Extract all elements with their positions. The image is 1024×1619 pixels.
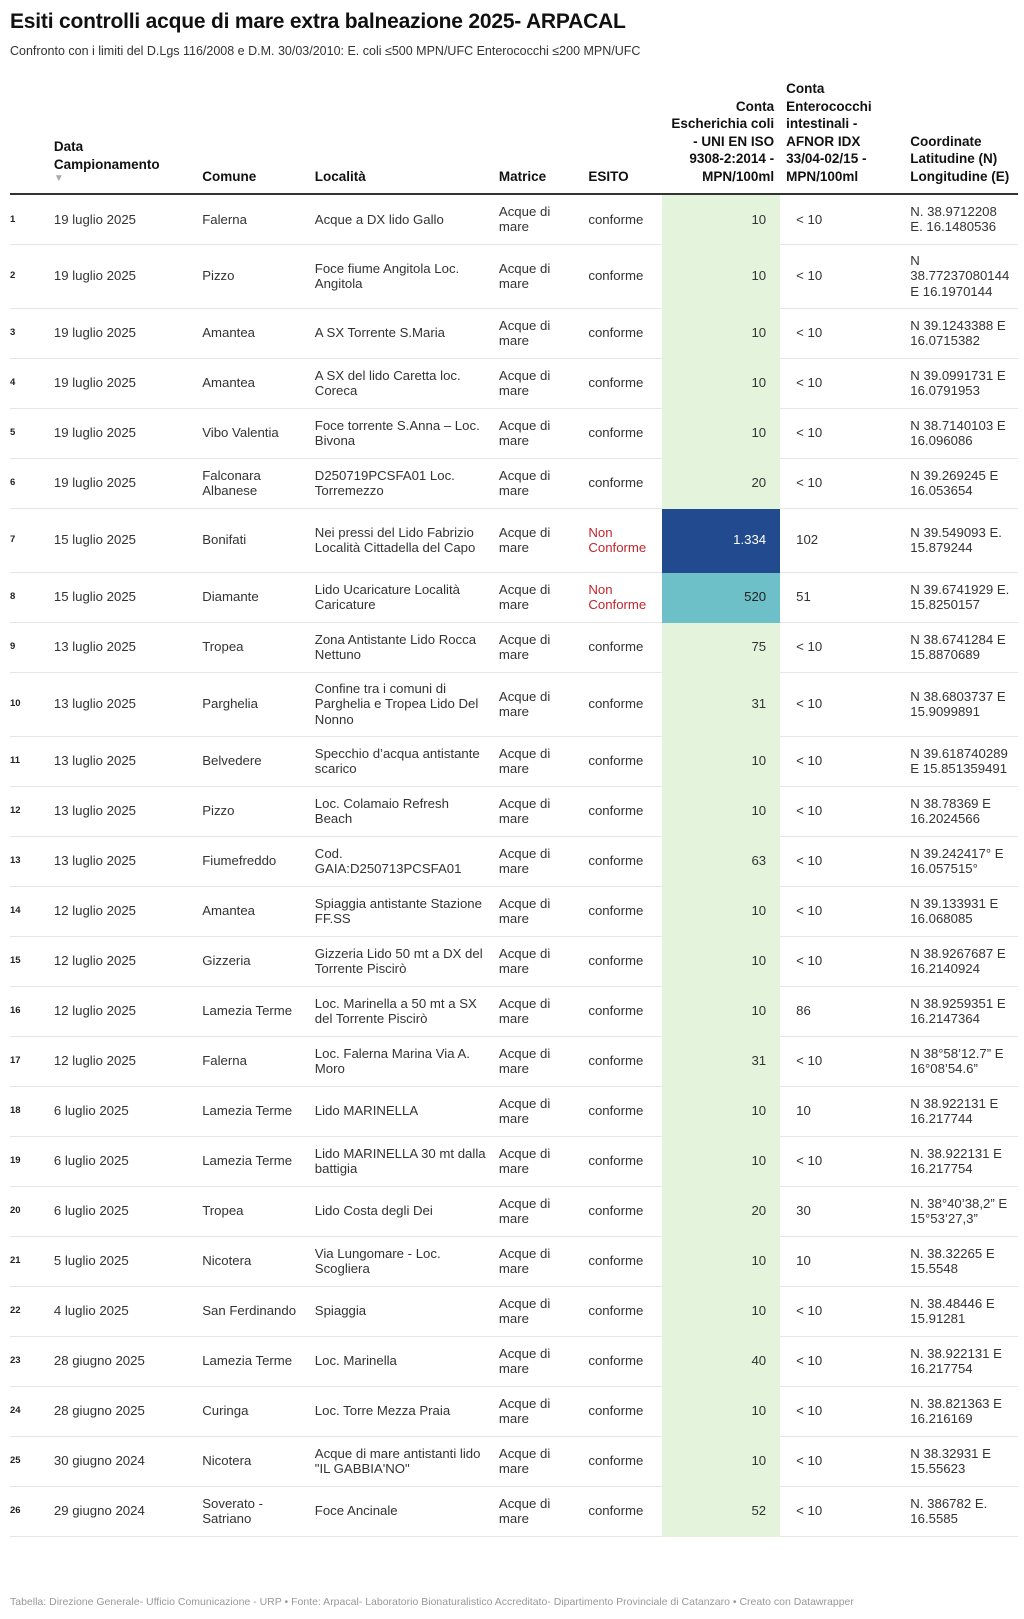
cell-coordinate: N 38.77237080144 E 16.1970144: [904, 244, 1018, 308]
table-row: [10, 408, 1018, 458]
table-header-row: [10, 80, 1018, 194]
cell-data: 6 luglio 2025: [48, 1086, 196, 1136]
cell-enterococchi: < 10: [780, 1436, 904, 1486]
table-row: [10, 1436, 1018, 1486]
table-row: [10, 572, 1018, 622]
cell-esito: conforme: [582, 736, 662, 786]
cell-matrice: Acque di mare: [493, 308, 582, 358]
cell-enterococchi: < 10: [780, 244, 904, 308]
cell-index: 6: [10, 458, 48, 508]
cell-index: 7: [10, 508, 48, 572]
table-row: [10, 886, 1018, 936]
table-row: [10, 936, 1018, 986]
cell-data: 30 giugno 2024: [48, 1436, 196, 1486]
cell-comune: Bonifati: [196, 508, 309, 572]
cell-localita: Acque di mare antistanti lido "IL GABBIA'NO": [309, 1436, 493, 1486]
col-header-localita[interactable]: Località: [309, 80, 493, 194]
cell-esito: conforme: [582, 622, 662, 672]
col-header-matrice[interactable]: Matrice: [493, 80, 582, 194]
cell-data: 28 giugno 2025: [48, 1336, 196, 1386]
cell-localita: A SX del lido Caretta loc. Coreca: [309, 358, 493, 408]
cell-index: 11: [10, 736, 48, 786]
cell-data: 13 luglio 2025: [48, 622, 196, 672]
cell-index: 8: [10, 572, 48, 622]
cell-coordinate: N. 38.922131 E 16.217754: [904, 1136, 1018, 1186]
page-subtitle: Confronto con i limiti del D.Lgs 116/2008 e D.M. 30/03/2010: E. coli ≤500 MPN/UFC Enterococchi ≤200 MPN/UFC: [10, 44, 641, 58]
table-row: [10, 244, 1018, 308]
cell-comune: Falconara Albanese: [196, 458, 309, 508]
cell-data: 12 luglio 2025: [48, 986, 196, 1036]
cell-localita: Acque a DX lido Gallo: [309, 194, 493, 244]
cell-ecoli: 1.334: [662, 508, 780, 572]
cell-comune: Amantea: [196, 886, 309, 936]
cell-comune: Gizzeria: [196, 936, 309, 986]
cell-comune: Lamezia Terme: [196, 1136, 309, 1186]
cell-esito: conforme: [582, 1336, 662, 1386]
cell-ecoli: 75: [662, 622, 780, 672]
cell-matrice: Acque di mare: [493, 1236, 582, 1286]
cell-coordinate: N 38.6741284 E 15.8870689: [904, 622, 1018, 672]
cell-matrice: Acque di mare: [493, 986, 582, 1036]
cell-comune: Fiumefreddo: [196, 836, 309, 886]
cell-esito: conforme: [582, 458, 662, 508]
cell-coordinate: N. 38.922131 E 16.217754: [904, 1336, 1018, 1386]
cell-esito: conforme: [582, 1086, 662, 1136]
table-row: [10, 736, 1018, 786]
cell-coordinate: N. 38.48446 E 15.91281: [904, 1286, 1018, 1336]
cell-localita: Lido Ucaricature Località Caricature: [309, 572, 493, 622]
cell-index: 21: [10, 1236, 48, 1286]
cell-matrice: Acque di mare: [493, 886, 582, 936]
cell-data: 5 luglio 2025: [48, 1236, 196, 1286]
table-row: [10, 358, 1018, 408]
cell-data: 13 luglio 2025: [48, 672, 196, 736]
cell-enterococchi: < 10: [780, 1336, 904, 1386]
cell-comune: Lamezia Terme: [196, 986, 309, 1036]
cell-comune: Curinga: [196, 1386, 309, 1436]
cell-enterococchi: < 10: [780, 622, 904, 672]
cell-esito: conforme: [582, 886, 662, 936]
cell-enterococchi: < 10: [780, 672, 904, 736]
cell-matrice: Acque di mare: [493, 836, 582, 886]
cell-ecoli: 10: [662, 986, 780, 1036]
cell-ecoli: 31: [662, 672, 780, 736]
cell-enterococchi: < 10: [780, 458, 904, 508]
cell-ecoli: 63: [662, 836, 780, 886]
cell-ecoli: 10: [662, 1286, 780, 1336]
col-header-data-label: Data Campionamento: [53, 139, 160, 172]
cell-data: 13 luglio 2025: [48, 786, 196, 836]
cell-ecoli: 10: [662, 1386, 780, 1436]
cell-matrice: Acque di mare: [493, 736, 582, 786]
cell-data: 13 luglio 2025: [48, 836, 196, 886]
cell-data: 4 luglio 2025: [48, 1286, 196, 1336]
cell-esito: conforme: [582, 1186, 662, 1236]
cell-comune: Pizzo: [196, 244, 309, 308]
cell-comune: Lamezia Terme: [196, 1086, 309, 1136]
cell-data: 6 luglio 2025: [48, 1186, 196, 1236]
cell-data: 12 luglio 2025: [48, 1036, 196, 1086]
cell-ecoli: 10: [662, 408, 780, 458]
cell-ecoli: 10: [662, 244, 780, 308]
cell-comune: Tropea: [196, 622, 309, 672]
cell-matrice: Acque di mare: [493, 936, 582, 986]
cell-index: 1: [10, 194, 48, 244]
cell-enterococchi: 51: [780, 572, 904, 622]
cell-matrice: Acque di mare: [493, 244, 582, 308]
cell-index: 14: [10, 886, 48, 936]
table-row: [10, 508, 1018, 572]
cell-esito: conforme: [582, 1136, 662, 1186]
table-row: [10, 1286, 1018, 1336]
cell-data: 19 luglio 2025: [48, 244, 196, 308]
cell-index: 19: [10, 1136, 48, 1186]
cell-ecoli: 20: [662, 1186, 780, 1236]
cell-comune: Parghelia: [196, 672, 309, 736]
cell-coordinate: N. 38.9712208 E. 16.1480536: [904, 194, 1018, 244]
cell-enterococchi: < 10: [780, 886, 904, 936]
cell-esito: conforme: [582, 1386, 662, 1436]
cell-localita: Lido Costa degli Dei: [309, 1186, 493, 1236]
cell-matrice: Acque di mare: [493, 1286, 582, 1336]
cell-coordinate: N 39.1243388 E 16.0715382: [904, 308, 1018, 358]
cell-localita: Lido MARINELLA 30 mt dalla battigia: [309, 1136, 493, 1186]
cell-index: 25: [10, 1436, 48, 1486]
table-row: [10, 1186, 1018, 1236]
cell-ecoli: 10: [662, 886, 780, 936]
table-row: [10, 1086, 1018, 1136]
cell-localita: Spiaggia: [309, 1286, 493, 1336]
cell-enterococchi: 102: [780, 508, 904, 572]
cell-matrice: Acque di mare: [493, 1486, 582, 1536]
results-table: [10, 80, 1018, 1537]
cell-matrice: Acque di mare: [493, 358, 582, 408]
cell-localita: D250719PCSFA01 Loc. Torremezzo: [309, 458, 493, 508]
page-title: Esiti controlli acque di mare extra balneazione 2025- ARPACAL: [10, 10, 626, 33]
cell-coordinate: N 39.133931 E 16.068085: [904, 886, 1018, 936]
cell-index: 2: [10, 244, 48, 308]
cell-ecoli: 10: [662, 1436, 780, 1486]
cell-enterococchi: 30: [780, 1186, 904, 1236]
cell-comune: Nicotera: [196, 1436, 309, 1486]
table-row: [10, 836, 1018, 886]
cell-matrice: Acque di mare: [493, 1186, 582, 1236]
cell-esito: conforme: [582, 936, 662, 986]
cell-index: 13: [10, 836, 48, 886]
cell-esito: conforme: [582, 836, 662, 886]
cell-ecoli: 10: [662, 194, 780, 244]
cell-ecoli: 10: [662, 358, 780, 408]
cell-localita: Foce Ancinale: [309, 1486, 493, 1536]
cell-comune: Amantea: [196, 358, 309, 408]
cell-matrice: Acque di mare: [493, 1436, 582, 1486]
cell-localita: Zona Antistante Lido Rocca Nettuno: [309, 622, 493, 672]
cell-localita: Foce fiume Angitola Loc. Angitola: [309, 244, 493, 308]
cell-localita: Loc. Falerna Marina Via A. Moro: [309, 1036, 493, 1086]
cell-coordinate: N 38.78369 E 16.2024566: [904, 786, 1018, 836]
cell-index: 5: [10, 408, 48, 458]
cell-comune: Lamezia Terme: [196, 1336, 309, 1386]
cell-enterococchi: < 10: [780, 1486, 904, 1536]
cell-ecoli: 10: [662, 308, 780, 358]
cell-localita: Loc. Marinella: [309, 1336, 493, 1386]
cell-enterococchi: < 10: [780, 1036, 904, 1086]
cell-matrice: Acque di mare: [493, 458, 582, 508]
cell-comune: Tropea: [196, 1186, 309, 1236]
cell-coordinate: N 38.6803737 E 15.9099891: [904, 672, 1018, 736]
cell-data: 19 luglio 2025: [48, 194, 196, 244]
cell-localita: Loc. Colamaio Refresh Beach: [309, 786, 493, 836]
cell-comune: Falerna: [196, 194, 309, 244]
cell-esito: conforme: [582, 194, 662, 244]
cell-coordinate: N 38°58’12.7” E 16°08’54.6”: [904, 1036, 1018, 1086]
table-row: [10, 308, 1018, 358]
table-row: [10, 622, 1018, 672]
cell-comune: Falerna: [196, 1036, 309, 1086]
cell-ecoli: 10: [662, 736, 780, 786]
table-row: [10, 1486, 1018, 1536]
cell-enterococchi: < 10: [780, 736, 904, 786]
cell-localita: Via Lungomare - Loc. Scogliera: [309, 1236, 493, 1286]
cell-index: 12: [10, 786, 48, 836]
table-row: [10, 1386, 1018, 1436]
cell-coordinate: N 39.242417° E 16.057515°: [904, 836, 1018, 886]
col-header-comune[interactable]: Comune: [196, 80, 309, 194]
cell-matrice: Acque di mare: [493, 1036, 582, 1086]
cell-esito: conforme: [582, 308, 662, 358]
table-row: [10, 458, 1018, 508]
cell-localita: Loc. Torre Mezza Praia: [309, 1386, 493, 1436]
cell-localita: Loc. Marinella a 50 mt a SX del Torrente Piscirò: [309, 986, 493, 1036]
cell-matrice: Acque di mare: [493, 1336, 582, 1386]
cell-index: 15: [10, 936, 48, 986]
cell-matrice: Acque di mare: [493, 1386, 582, 1436]
cell-matrice: Acque di mare: [493, 408, 582, 458]
cell-localita: Spiaggia antistante Stazione FF.SS: [309, 886, 493, 936]
cell-comune: Diamante: [196, 572, 309, 622]
cell-comune: Soverato - Satriano: [196, 1486, 309, 1536]
cell-matrice: Acque di mare: [493, 672, 582, 736]
cell-data: 12 luglio 2025: [48, 936, 196, 986]
cell-data: 6 luglio 2025: [48, 1136, 196, 1186]
sort-down-icon[interactable]: ▼: [53, 173, 64, 184]
cell-data: 28 giugno 2025: [48, 1386, 196, 1436]
cell-enterococchi: 86: [780, 986, 904, 1036]
cell-enterococchi: < 10: [780, 408, 904, 458]
cell-enterococchi: < 10: [780, 1286, 904, 1336]
cell-comune: Belvedere: [196, 736, 309, 786]
cell-esito: conforme: [582, 358, 662, 408]
cell-localita: Specchio d’acqua antistante scarico: [309, 736, 493, 786]
cell-coordinate: N 39.549093 E. 15.879244: [904, 508, 1018, 572]
cell-enterococchi: < 10: [780, 786, 904, 836]
cell-esito: conforme: [582, 786, 662, 836]
cell-ecoli: 40: [662, 1336, 780, 1386]
cell-ecoli: 10: [662, 1086, 780, 1136]
col-header-ecoli[interactable]: Conta Escherichia coli - UNI EN ISO 9308-2:2014 - MPN/100ml: [662, 80, 780, 194]
cell-matrice: Acque di mare: [493, 508, 582, 572]
table-row: [10, 1336, 1018, 1386]
cell-coordinate: N 38.7140103 E 16.096086: [904, 408, 1018, 458]
footer-credits: Tabella: Direzione Generale- Ufficio Comunicazione - URP • Fonte: Arpacal- Laboratorio Bionaturalistico Accreditato- Dipartimento Provinciale di Catanzaro • Creato con Datawrapper: [10, 1596, 854, 1608]
cell-esito: conforme: [582, 672, 662, 736]
cell-ecoli: 20: [662, 458, 780, 508]
cell-index: 18: [10, 1086, 48, 1136]
cell-ecoli: 31: [662, 1036, 780, 1086]
cell-localita: Cod. GAIA:D250713PCSFA01: [309, 836, 493, 886]
table-row: [10, 194, 1018, 244]
table-body: [10, 194, 1018, 1536]
cell-data: 15 luglio 2025: [48, 572, 196, 622]
cell-data: 29 giugno 2024: [48, 1486, 196, 1536]
cell-index: 24: [10, 1386, 48, 1436]
table-row: [10, 1036, 1018, 1086]
cell-enterococchi: < 10: [780, 1386, 904, 1436]
cell-localita: Foce torrente S.Anna – Loc. Bivona: [309, 408, 493, 458]
cell-ecoli: 520: [662, 572, 780, 622]
cell-enterococchi: < 10: [780, 1136, 904, 1186]
cell-data: 12 luglio 2025: [48, 886, 196, 936]
cell-comune: Nicotera: [196, 1236, 309, 1286]
cell-esito: conforme: [582, 1036, 662, 1086]
cell-index: 20: [10, 1186, 48, 1236]
cell-esito: conforme: [582, 1486, 662, 1536]
cell-esito: conforme: [582, 1436, 662, 1486]
cell-coordinate: N 39.618740289 E 15.851359491: [904, 736, 1018, 786]
cell-coordinate: N 38.922131 E 16.217744: [904, 1086, 1018, 1136]
cell-esito: conforme: [582, 986, 662, 1036]
cell-esito: conforme: [582, 1236, 662, 1286]
table-row: [10, 672, 1018, 736]
cell-matrice: Acque di mare: [493, 622, 582, 672]
cell-esito: Non Conforme: [582, 508, 662, 572]
cell-esito: conforme: [582, 1286, 662, 1336]
cell-data: 19 luglio 2025: [48, 358, 196, 408]
cell-matrice: Acque di mare: [493, 1136, 582, 1186]
cell-ecoli: 52: [662, 1486, 780, 1536]
col-header-coordinate[interactable]: Coordinate Latitudine (N) Longitudine (E): [904, 80, 1018, 194]
cell-comune: San Ferdinando: [196, 1286, 309, 1336]
cell-ecoli: 10: [662, 786, 780, 836]
cell-localita: Confine tra i comuni di Parghelia e Tropea Lido Del Nonno: [309, 672, 493, 736]
cell-coordinate: N 38.9259351 E 16.2147364: [904, 986, 1018, 1036]
cell-data: 15 luglio 2025: [48, 508, 196, 572]
cell-coordinate: N 39.0991731 E 16.0791953: [904, 358, 1018, 408]
cell-matrice: Acque di mare: [493, 786, 582, 836]
table-row: [10, 986, 1018, 1036]
cell-enterococchi: < 10: [780, 936, 904, 986]
col-header-enterococchi[interactable]: Conta Enterococchi intestinali - AFNOR IDX 33/04-02/15 - MPN/100ml: [780, 80, 904, 194]
col-header-index: [10, 80, 48, 194]
cell-data: 19 luglio 2025: [48, 408, 196, 458]
cell-localita: A SX Torrente S.Maria: [309, 308, 493, 358]
cell-index: 10: [10, 672, 48, 736]
cell-comune: Vibo Valentia: [196, 408, 309, 458]
cell-ecoli: 10: [662, 1136, 780, 1186]
cell-coordinate: N 39.6741929 E. 15.8250157: [904, 572, 1018, 622]
cell-matrice: Acque di mare: [493, 194, 582, 244]
cell-index: 17: [10, 1036, 48, 1086]
cell-index: 9: [10, 622, 48, 672]
cell-coordinate: N 38.32931 E 15.55623: [904, 1436, 1018, 1486]
table-row: [10, 1136, 1018, 1186]
cell-coordinate: N 39.269245 E 16.053654: [904, 458, 1018, 508]
cell-enterococchi: < 10: [780, 194, 904, 244]
cell-coordinate: N. 38.32265 E 15.5548: [904, 1236, 1018, 1286]
cell-index: 16: [10, 986, 48, 1036]
cell-enterococchi: < 10: [780, 358, 904, 408]
cell-coordinate: N 38.9267687 E 16.2140924: [904, 936, 1018, 986]
cell-ecoli: 10: [662, 936, 780, 986]
cell-esito: conforme: [582, 408, 662, 458]
cell-ecoli: 10: [662, 1236, 780, 1286]
cell-enterococchi: < 10: [780, 308, 904, 358]
cell-coordinate: N. 386782 E. 16.5585: [904, 1486, 1018, 1536]
cell-index: 23: [10, 1336, 48, 1386]
col-header-data[interactable]: [48, 80, 196, 194]
cell-coordinate: N. 38.821363 E 16.216169: [904, 1386, 1018, 1436]
col-header-esito[interactable]: ESITO: [582, 80, 662, 194]
cell-comune: Pizzo: [196, 786, 309, 836]
cell-enterococchi: 10: [780, 1236, 904, 1286]
cell-esito: Non Conforme: [582, 572, 662, 622]
cell-index: 26: [10, 1486, 48, 1536]
cell-data: 19 luglio 2025: [48, 308, 196, 358]
cell-localita: Lido MARINELLA: [309, 1086, 493, 1136]
cell-coordinate: N. 38°40’38,2” E 15°53’27,3”: [904, 1186, 1018, 1236]
table-row: [10, 1236, 1018, 1286]
cell-matrice: Acque di mare: [493, 1086, 582, 1136]
cell-data: 19 luglio 2025: [48, 458, 196, 508]
cell-matrice: Acque di mare: [493, 572, 582, 622]
cell-index: 4: [10, 358, 48, 408]
cell-comune: Amantea: [196, 308, 309, 358]
cell-index: 22: [10, 1286, 48, 1336]
cell-localita: Gizzeria Lido 50 mt a DX del Torrente Piscirò: [309, 936, 493, 986]
cell-esito: conforme: [582, 244, 662, 308]
cell-data: 13 luglio 2025: [48, 736, 196, 786]
table-row: [10, 786, 1018, 836]
cell-localita: Nei pressi del Lido Fabrizio Località Cittadella del Capo: [309, 508, 493, 572]
cell-index: 3: [10, 308, 48, 358]
cell-enterococchi: < 10: [780, 836, 904, 886]
cell-enterococchi: 10: [780, 1086, 904, 1136]
